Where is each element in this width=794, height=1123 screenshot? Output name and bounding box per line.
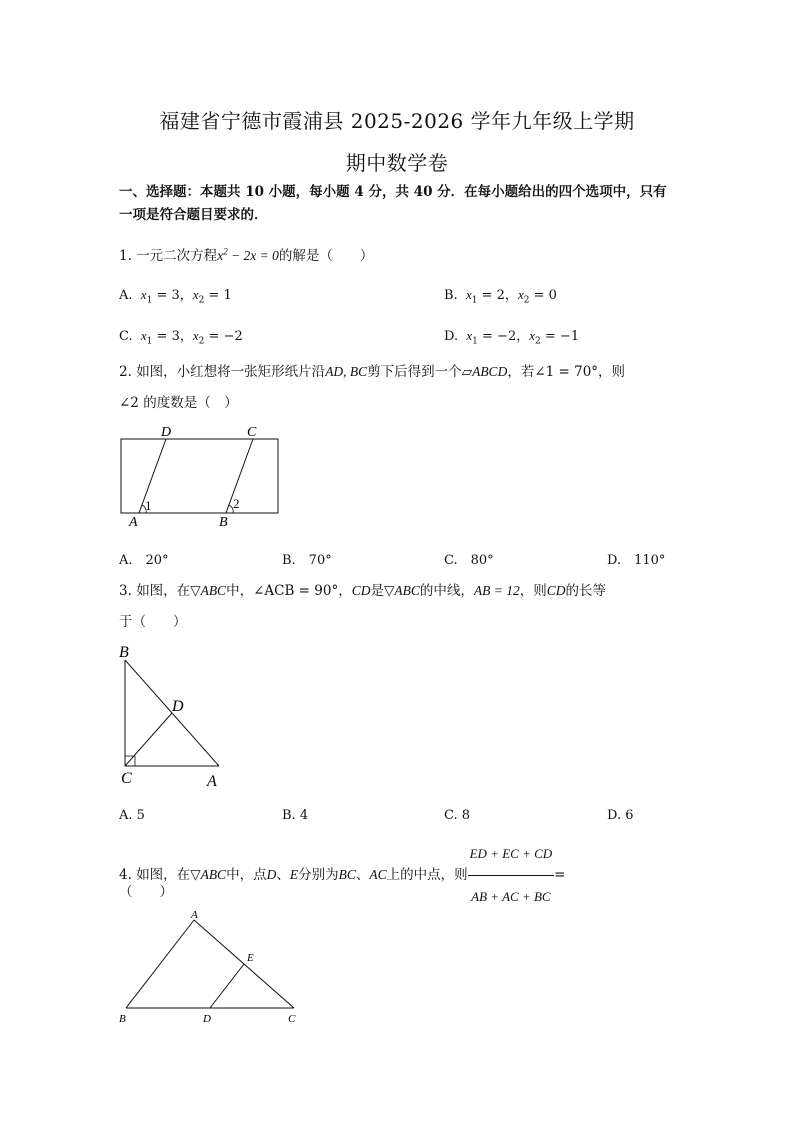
equation: $x^2 - 2x = 0$ bbox=[217, 246, 279, 263]
option-b[interactable]: B. $x_1 = 2$，$x_2 = 0$ bbox=[444, 287, 557, 306]
label-a: A bbox=[191, 909, 198, 921]
option-a[interactable]: A. $x_1 = 3$，$x_2 = 1$ bbox=[119, 287, 232, 306]
label-angle-2: 2 bbox=[233, 496, 240, 511]
page-subtitle: 期中数学卷 bbox=[345, 151, 449, 175]
question-4: 4. 如图，在▽ABC中，点D、E分别为BC、AC上的中点，则 $\frac{ED + EC + CD}{AB + AC + BC}$ = bbox=[119, 834, 565, 917]
label-d: D bbox=[172, 698, 184, 715]
option-d[interactable]: D. $x_1 = -2$，$x_2 = -1$ bbox=[444, 328, 580, 347]
fraction: $\frac{ED + EC + CD}{AB + AC + BC}$ bbox=[468, 834, 555, 917]
question-number: 3. bbox=[119, 583, 132, 599]
label-b: B bbox=[119, 644, 129, 661]
option-a[interactable]: A. 20° bbox=[119, 553, 169, 568]
question-3-line2: 于（ ） bbox=[119, 614, 187, 630]
label-b: B bbox=[119, 1013, 126, 1025]
label-a: A bbox=[207, 773, 217, 790]
question-3: 3. 如图，在▽ABC中，∠ACB = 90°，CD是▽ABC的中线，AB = 12，则CD的长等 bbox=[119, 583, 606, 599]
right-triangle-figure bbox=[110, 640, 240, 792]
label-c: C bbox=[288, 1013, 296, 1025]
label-angle-1: 1 bbox=[145, 498, 152, 513]
label-d: D bbox=[203, 1013, 211, 1025]
option-c[interactable]: C. 80° bbox=[444, 553, 494, 568]
option-d[interactable]: D. 110° bbox=[607, 553, 666, 568]
page-title: 福建省宁德市霞浦县 2025-2026 学年九年级上学期 bbox=[159, 109, 635, 133]
triangle-midpoints-figure bbox=[112, 905, 312, 1030]
parallelogram-figure bbox=[115, 420, 285, 532]
question-number: 1. bbox=[119, 248, 132, 264]
label-c: C bbox=[247, 425, 257, 440]
question-number: 4. bbox=[119, 867, 132, 883]
median-cd bbox=[125, 713, 172, 766]
option-c[interactable]: C. $x_1 = 3$，$x_2 = -2$ bbox=[119, 328, 243, 347]
label-e: E bbox=[247, 952, 254, 964]
midline-de bbox=[210, 964, 244, 1008]
question-text: 一元二次方程 bbox=[136, 248, 218, 264]
segment-bc bbox=[226, 439, 253, 513]
option-a[interactable]: A. 5 bbox=[119, 808, 145, 823]
question-number: 2. bbox=[119, 364, 132, 380]
segment-ad bbox=[139, 439, 166, 513]
section-heading-line2: 一项是符合题目要求的． bbox=[119, 207, 268, 223]
question-2-line2: ∠2 的度数是（ ） bbox=[119, 395, 238, 411]
question-text: 的解是（ ） bbox=[278, 248, 374, 264]
option-b[interactable]: B. 70° bbox=[282, 553, 332, 568]
question-4-line2: （ ） bbox=[119, 884, 173, 900]
question-2: 2. 如图，小红想将一张矩形纸片沿AD, BC剪下后得到一个▱ABCD，若∠1 = 70°，则 bbox=[119, 364, 626, 380]
label-b: B bbox=[219, 515, 228, 530]
label-c: C bbox=[121, 770, 132, 787]
option-b[interactable]: B. 4 bbox=[282, 808, 309, 823]
question-1 bbox=[119, 244, 373, 264]
option-c[interactable]: C. 8 bbox=[444, 808, 471, 823]
label-a: A bbox=[129, 515, 138, 530]
section-heading-line1: 一、选择题：本题共 10 小题，每小题 4 分，共 40 分．在每小题给出的四个选项中，只有 bbox=[119, 184, 667, 200]
label-d: D bbox=[161, 425, 172, 440]
option-d[interactable]: D. 6 bbox=[607, 808, 634, 823]
